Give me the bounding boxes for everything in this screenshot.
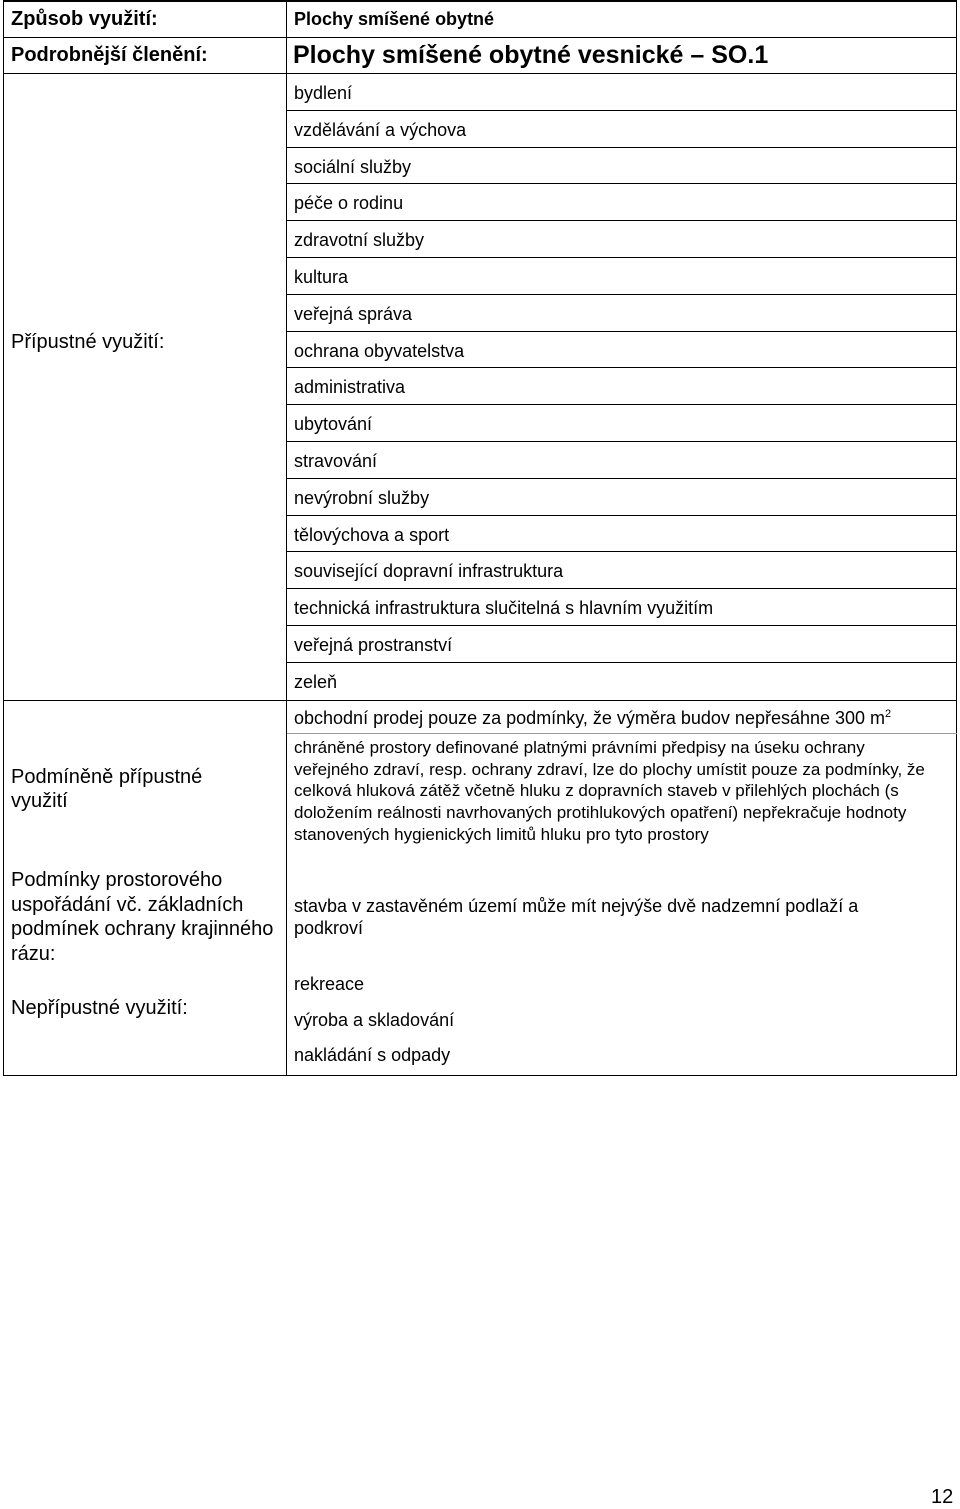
permitted-item: stravování <box>286 442 957 479</box>
forbidden-item-3: nakládání s odpady <box>294 1045 451 1065</box>
detail-label: Podrobnější členění: <box>11 44 208 66</box>
row-divider <box>3 37 957 38</box>
permitted-item: zeleň <box>294 671 338 692</box>
use-label: Způsob využití: <box>11 8 158 30</box>
superscript-2: 2 <box>885 708 892 720</box>
permitted-item: veřejná prostranství <box>286 626 957 663</box>
permitted-item: administrativa <box>286 368 957 405</box>
permitted-item: technická infrastruktura slučitelná s hlavním využitím <box>286 589 957 626</box>
conditional-item-1-text: obchodní prodej pouze za podmínky, že výměra budov nepřesáhne 300 m <box>294 708 886 728</box>
page-number: 12 <box>931 1486 954 1508</box>
spatial-label: Podmínky prostorového uspořádání vč. základních podmínek ochrany krajinného rázu: <box>11 869 274 965</box>
forbidden-item-1: rekreace <box>294 974 365 994</box>
permitted-item: vzdělávání a výchova <box>286 111 957 148</box>
conditional-label: Podmíněně přípustné využití <box>11 766 203 812</box>
permitted-item: bydlení <box>286 74 957 111</box>
permitted-list <box>286 74 957 700</box>
permitted-item: související dopravní infrastruktura <box>286 552 957 589</box>
spatial-value: stavba v zastavěném území může mít nejvýše dvě nadzemní podlaží a podkroví <box>294 896 859 938</box>
conditional-item-2: chráněné prostory definované platnými právními předpisy na úseku ochrany veřejného zdraví, resp. ochrany zdraví, lze do plochy umístit pouze za podmínky, že celková hluková zátěž včetně hluku z dopravních staveb v přilehlých plochách (s doložením reálnosti navrhovaných protihlukových opatření) nepřekračuje hodnoty stanovených hygienických limitů hluku pro tyto prostory <box>294 738 925 844</box>
permitted-item: kultura <box>286 258 957 295</box>
forbidden-item-2: výroba a skladování <box>294 1010 455 1030</box>
permitted-item: ubytování <box>286 405 957 442</box>
permitted-item: tělovýchova a sport <box>286 516 957 553</box>
detail-value: Plochy smíšené obytné vesnické – SO.1 <box>293 41 769 69</box>
permitted-label: Přípustné využití: <box>11 331 165 353</box>
item-divider <box>287 733 957 734</box>
permitted-item: ochrana obyvatelstva <box>286 332 957 369</box>
use-value: Plochy smíšené obytné <box>294 9 495 29</box>
section-divider <box>3 700 957 701</box>
permitted-item: veřejná správa <box>286 295 957 332</box>
permitted-item: sociální služby <box>286 148 957 185</box>
conditional-item-1 <box>294 708 891 729</box>
permitted-item: zdravotní služby <box>286 221 957 258</box>
permitted-item: nevýrobní služby <box>286 479 957 516</box>
forbidden-label: Nepřípustné využití: <box>11 997 188 1019</box>
permitted-item: péče o rodinu <box>286 184 957 221</box>
